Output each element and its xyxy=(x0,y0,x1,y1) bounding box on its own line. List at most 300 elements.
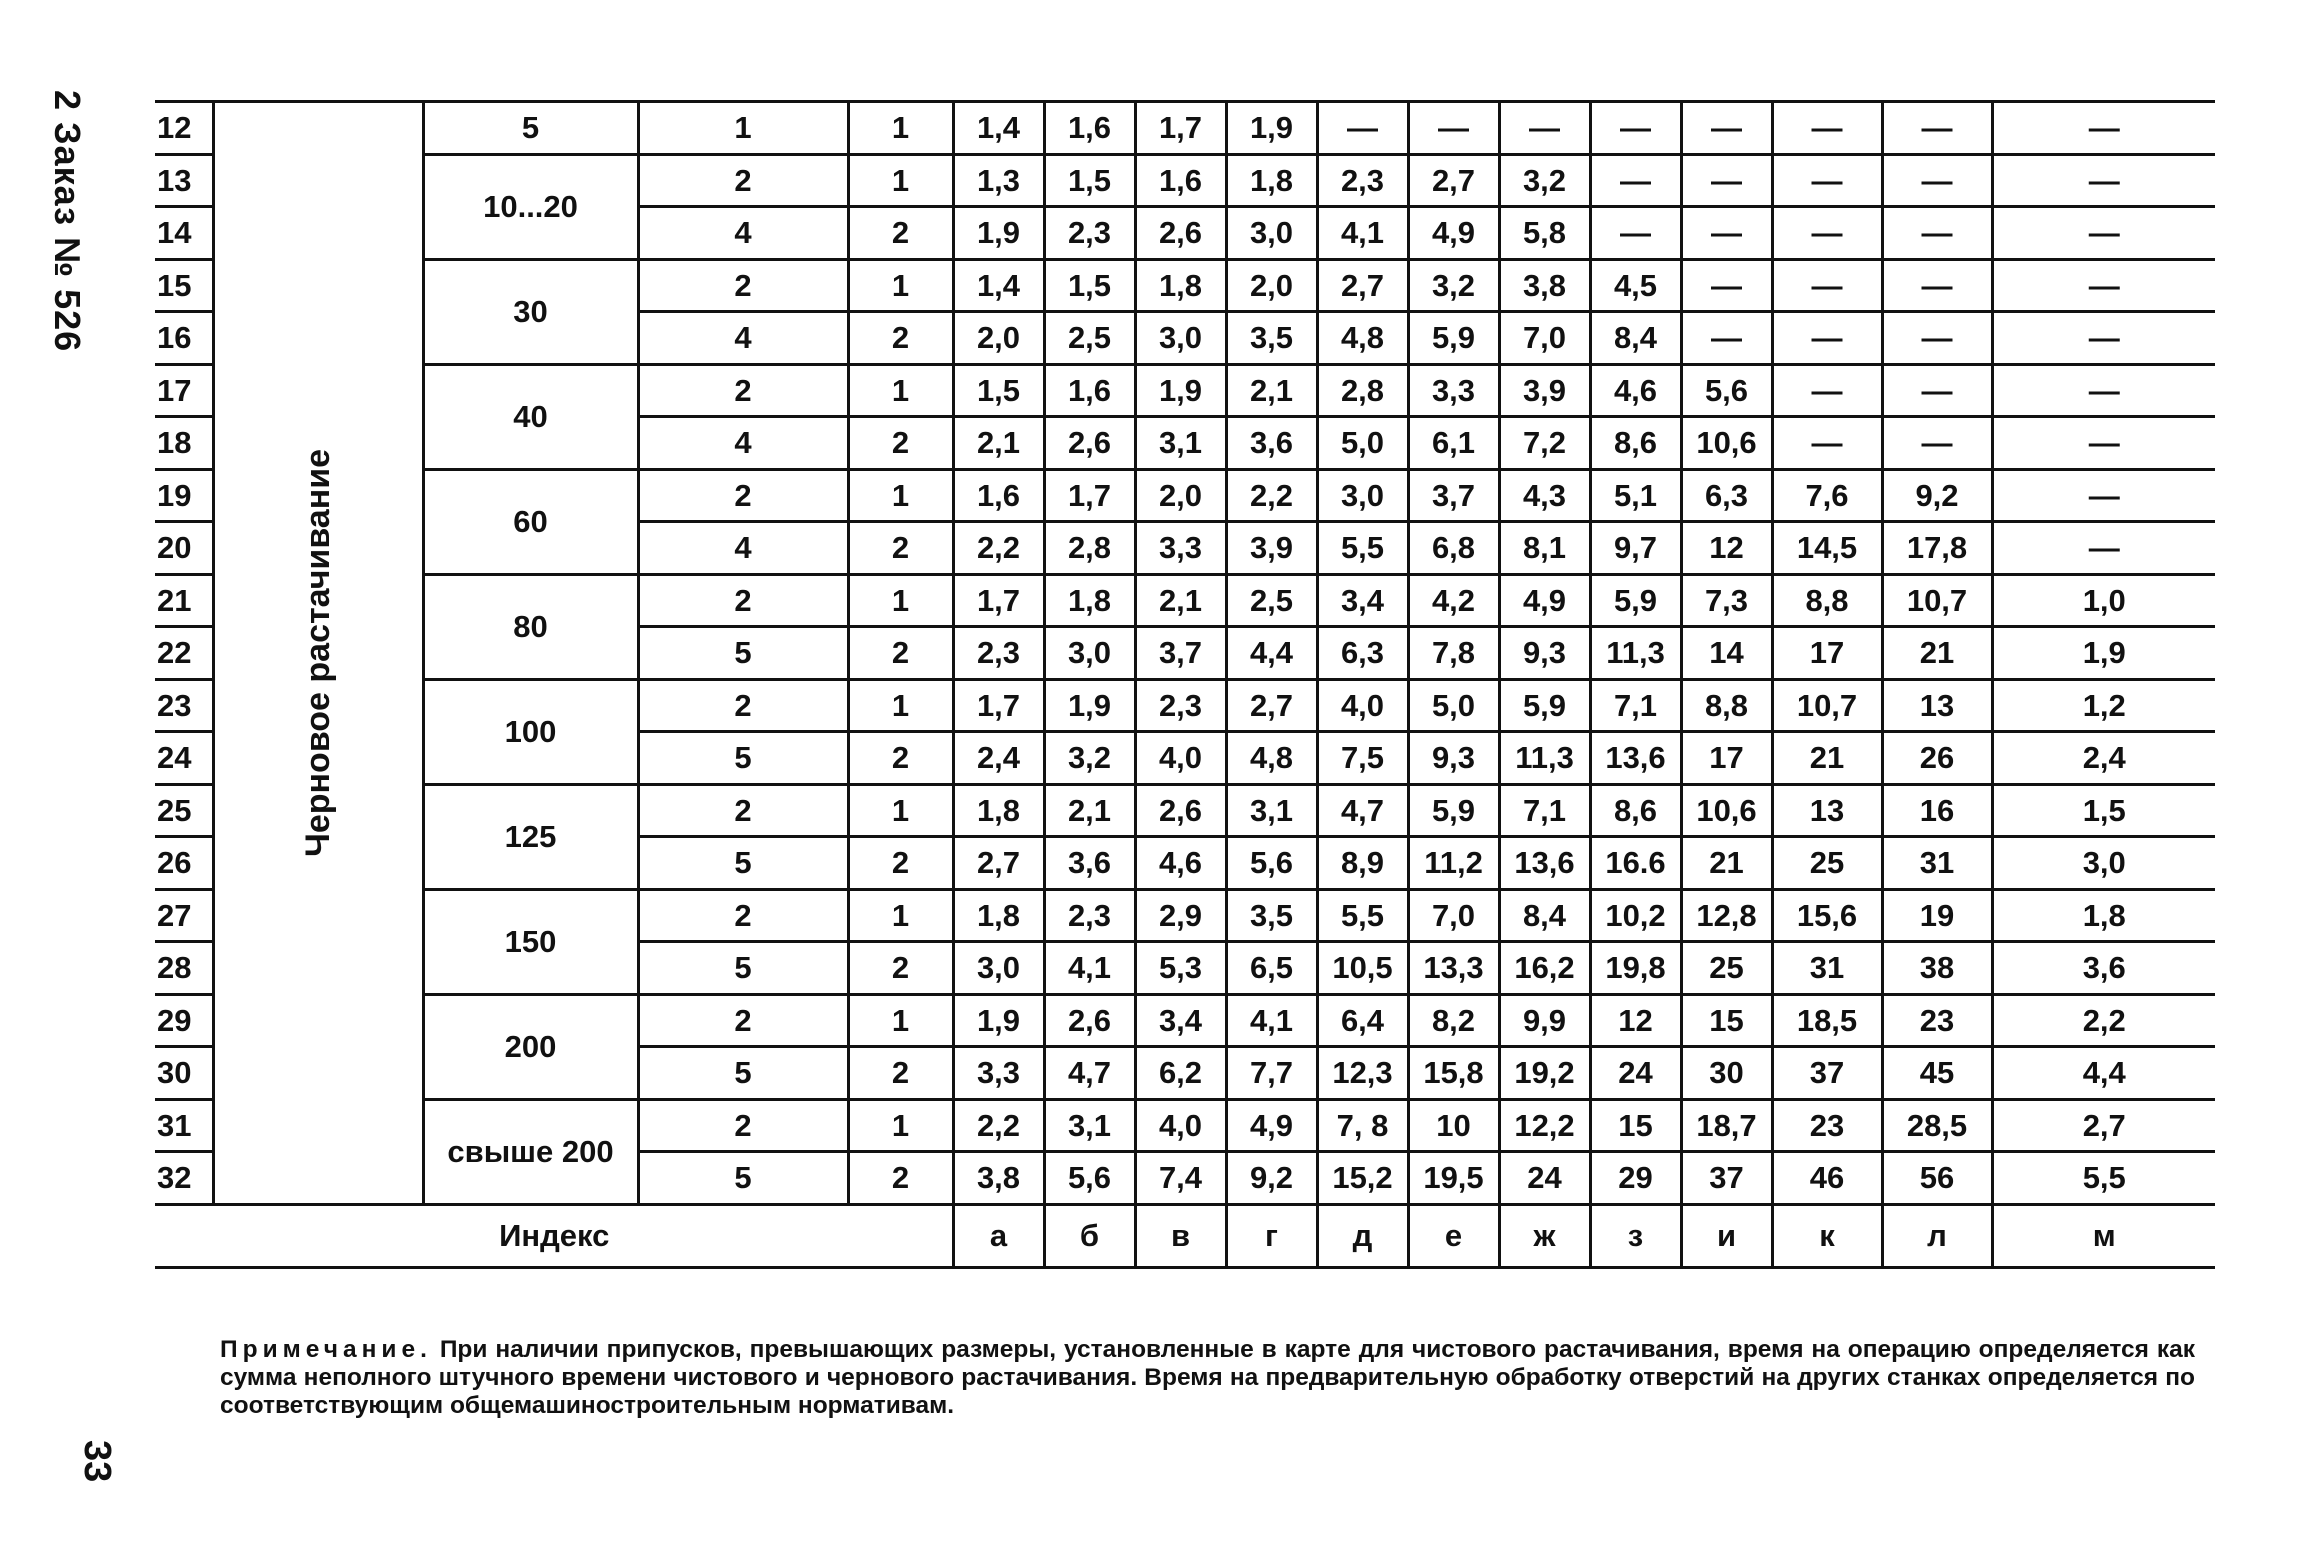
time-value-cell: 4,8 xyxy=(1317,312,1408,365)
time-value-cell: 25 xyxy=(1772,837,1882,890)
diameter-cell: 30 xyxy=(423,259,638,364)
row-number: 23 xyxy=(155,679,213,732)
time-value-cell: 2,4 xyxy=(1992,732,2215,785)
index-label: Индекс xyxy=(155,1204,953,1267)
param-cell: 5 xyxy=(638,1047,848,1100)
time-value-cell: 2,1 xyxy=(1044,784,1135,837)
time-value-cell: 2,4 xyxy=(953,732,1044,785)
time-value-cell: 21 xyxy=(1681,837,1772,890)
diameter-cell: 125 xyxy=(423,784,638,889)
time-value-cell: 2,0 xyxy=(1226,259,1317,312)
param-cell: 4 xyxy=(638,522,848,575)
param-cell: 2 xyxy=(848,417,953,470)
time-value-cell: 15 xyxy=(1681,994,1772,1047)
time-value-cell: 3,0 xyxy=(1226,207,1317,260)
time-value-cell: 3,1 xyxy=(1226,784,1317,837)
time-value-cell: 12,3 xyxy=(1317,1047,1408,1100)
param-cell: 4 xyxy=(638,312,848,365)
time-value-cell: 6,3 xyxy=(1681,469,1772,522)
time-value-cell: 3,2 xyxy=(1408,259,1499,312)
time-value-cell: 1,9 xyxy=(1226,102,1317,155)
param-cell: 5 xyxy=(638,732,848,785)
row-number: 16 xyxy=(155,312,213,365)
time-value-cell: — xyxy=(1408,102,1499,155)
time-value-cell: 1,8 xyxy=(1044,574,1135,627)
time-value-cell: 15,6 xyxy=(1772,889,1882,942)
time-value-cell: — xyxy=(1772,417,1882,470)
time-value-cell: 5,5 xyxy=(1317,889,1408,942)
time-value-cell: 2,3 xyxy=(1317,154,1408,207)
index-letter: и xyxy=(1681,1204,1772,1267)
param-cell: 1 xyxy=(638,102,848,155)
time-value-cell: 3,7 xyxy=(1135,627,1226,680)
row-number: 21 xyxy=(155,574,213,627)
index-letter: ж xyxy=(1499,1204,1590,1267)
time-value-cell: 1,4 xyxy=(953,259,1044,312)
table-row xyxy=(155,679,2215,732)
time-value-cell: — xyxy=(1882,312,1992,365)
row-number: 29 xyxy=(155,994,213,1047)
time-value-cell: 3,0 xyxy=(1992,837,2215,890)
param-cell: 5 xyxy=(638,627,848,680)
time-value-cell: 2,0 xyxy=(953,312,1044,365)
row-number: 32 xyxy=(155,1152,213,1205)
time-value-cell: 3,0 xyxy=(953,942,1044,995)
footnote xyxy=(220,1336,2195,1420)
time-value-cell: 9,9 xyxy=(1499,994,1590,1047)
time-value-cell: 4,6 xyxy=(1135,837,1226,890)
param-cell: 1 xyxy=(848,994,953,1047)
param-cell: 2 xyxy=(848,312,953,365)
time-value-cell: 1,8 xyxy=(1226,154,1317,207)
time-value-cell: — xyxy=(1882,364,1992,417)
footnote-label: Примечание. xyxy=(220,1336,432,1363)
time-value-cell: 37 xyxy=(1772,1047,1882,1100)
time-value-cell: 2,1 xyxy=(953,417,1044,470)
time-value-cell: 5,6 xyxy=(1681,364,1772,417)
time-value-cell: 1,0 xyxy=(1992,574,2215,627)
time-value-cell: 6,5 xyxy=(1226,942,1317,995)
time-value-cell: 1,5 xyxy=(1044,259,1135,312)
diameter-cell: свыше 200 xyxy=(423,1099,638,1204)
row-number: 13 xyxy=(155,154,213,207)
diameter-cell: 10...20 xyxy=(423,154,638,259)
time-value-cell: 25 xyxy=(1681,942,1772,995)
time-value-cell: 9,2 xyxy=(1882,469,1992,522)
time-value-cell: — xyxy=(1992,364,2215,417)
time-value-cell: 19,5 xyxy=(1408,1152,1499,1205)
time-value-cell: 15,2 xyxy=(1317,1152,1408,1205)
time-value-cell: 5,3 xyxy=(1135,942,1226,995)
time-value-cell: 1,6 xyxy=(1044,364,1135,417)
table-row xyxy=(155,102,2215,155)
param-cell: 2 xyxy=(848,1047,953,1100)
time-value-cell: 5,1 xyxy=(1590,469,1681,522)
index-letter: в xyxy=(1135,1204,1226,1267)
param-cell: 2 xyxy=(638,364,848,417)
row-number: 27 xyxy=(155,889,213,942)
param-cell: 2 xyxy=(848,207,953,260)
diameter-cell: 100 xyxy=(423,679,638,784)
time-value-cell: 8,6 xyxy=(1590,417,1681,470)
param-cell: 1 xyxy=(848,784,953,837)
time-value-cell: — xyxy=(1992,417,2215,470)
time-value-cell: 10 xyxy=(1408,1099,1499,1152)
time-value-cell: 15,8 xyxy=(1408,1047,1499,1100)
time-value-cell: 5,0 xyxy=(1317,417,1408,470)
time-value-cell: 5,9 xyxy=(1590,574,1681,627)
time-value-cell: 14,5 xyxy=(1772,522,1882,575)
time-value-cell: 4,0 xyxy=(1135,732,1226,785)
index-letter: м xyxy=(1992,1204,2215,1267)
time-value-cell: 3,3 xyxy=(1135,522,1226,575)
time-value-cell: 29 xyxy=(1590,1152,1681,1205)
time-value-cell: 1,8 xyxy=(953,784,1044,837)
row-number: 15 xyxy=(155,259,213,312)
param-cell: 1 xyxy=(848,364,953,417)
time-value-cell: 13 xyxy=(1772,784,1882,837)
time-value-cell: 3,8 xyxy=(1499,259,1590,312)
time-value-cell: 4,3 xyxy=(1499,469,1590,522)
time-value-cell: 23 xyxy=(1882,994,1992,1047)
operation-label: Черновое растачивание xyxy=(299,448,337,857)
time-value-cell: 4,5 xyxy=(1590,259,1681,312)
param-cell: 1 xyxy=(848,102,953,155)
row-number: 18 xyxy=(155,417,213,470)
time-value-cell: 3,4 xyxy=(1317,574,1408,627)
time-value-cell: 3,3 xyxy=(953,1047,1044,1100)
time-value-cell: 2,0 xyxy=(1135,469,1226,522)
time-value-cell: 2,6 xyxy=(1044,994,1135,1047)
time-value-cell: 5,5 xyxy=(1317,522,1408,575)
row-number: 20 xyxy=(155,522,213,575)
time-value-cell: — xyxy=(1590,154,1681,207)
time-value-cell: 3,6 xyxy=(1992,942,2215,995)
time-value-cell: 38 xyxy=(1882,942,1992,995)
time-value-cell: — xyxy=(1882,259,1992,312)
time-value-cell: 1,7 xyxy=(1044,469,1135,522)
time-value-cell: 11,3 xyxy=(1590,627,1681,680)
page-number-margin xyxy=(70,1440,130,1520)
param-cell: 1 xyxy=(848,889,953,942)
time-value-cell: 9,7 xyxy=(1590,522,1681,575)
time-value-cell: 8,4 xyxy=(1590,312,1681,365)
time-value-cell: 2,2 xyxy=(953,1099,1044,1152)
time-value-cell: 9,3 xyxy=(1408,732,1499,785)
norm-table-body xyxy=(155,102,2215,1268)
time-value-cell: — xyxy=(1772,259,1882,312)
time-value-cell: 18,7 xyxy=(1681,1099,1772,1152)
index-letter: а xyxy=(953,1204,1044,1267)
time-value-cell: — xyxy=(1681,259,1772,312)
table-row xyxy=(155,574,2215,627)
param-cell: 1 xyxy=(848,259,953,312)
param-cell: 2 xyxy=(848,627,953,680)
index-row xyxy=(155,1204,2215,1267)
time-value-cell: 3,0 xyxy=(1044,627,1135,680)
time-value-cell: 10,2 xyxy=(1590,889,1681,942)
param-cell: 1 xyxy=(848,574,953,627)
time-value-cell: 1,9 xyxy=(1044,679,1135,732)
index-letter: г xyxy=(1226,1204,1317,1267)
param-cell: 1 xyxy=(848,469,953,522)
time-value-cell: 7,7 xyxy=(1226,1047,1317,1100)
time-value-cell: 3,5 xyxy=(1226,312,1317,365)
time-value-cell: 8,2 xyxy=(1408,994,1499,1047)
time-value-cell: 2,1 xyxy=(1135,574,1226,627)
time-value-cell: 3,4 xyxy=(1135,994,1226,1047)
time-value-cell: — xyxy=(1992,154,2215,207)
time-value-cell: 4,6 xyxy=(1590,364,1681,417)
time-value-cell: 2,3 xyxy=(1135,679,1226,732)
row-number: 22 xyxy=(155,627,213,680)
time-value-cell: 3,9 xyxy=(1499,364,1590,417)
time-value-cell: — xyxy=(1681,102,1772,155)
index-letter: д xyxy=(1317,1204,1408,1267)
time-value-cell: 2,6 xyxy=(1135,784,1226,837)
time-value-cell: 17 xyxy=(1772,627,1882,680)
time-value-cell: 2,2 xyxy=(953,522,1044,575)
time-value-cell: — xyxy=(1992,312,2215,365)
time-value-cell: 10,6 xyxy=(1681,417,1772,470)
table-row xyxy=(155,1099,2215,1152)
time-value-cell: 3,8 xyxy=(953,1152,1044,1205)
time-value-cell: — xyxy=(1681,154,1772,207)
time-value-cell: — xyxy=(1317,102,1408,155)
table-row xyxy=(155,784,2215,837)
time-value-cell: 4,2 xyxy=(1408,574,1499,627)
time-value-cell: 17 xyxy=(1681,732,1772,785)
time-value-cell: 2,7 xyxy=(1408,154,1499,207)
time-value-cell: 2,6 xyxy=(1135,207,1226,260)
index-letter: з xyxy=(1590,1204,1681,1267)
param-cell: 2 xyxy=(848,837,953,890)
param-cell: 5 xyxy=(638,942,848,995)
param-cell: 5 xyxy=(638,1152,848,1205)
time-value-cell: 5,5 xyxy=(1992,1152,2215,1205)
time-value-cell: 3,1 xyxy=(1135,417,1226,470)
time-value-cell: 1,8 xyxy=(1992,889,2215,942)
time-value-cell: — xyxy=(1882,207,1992,260)
time-value-cell: 5,9 xyxy=(1499,679,1590,732)
time-value-cell: — xyxy=(1992,469,2215,522)
time-value-cell: 4,4 xyxy=(1992,1047,2215,1100)
time-value-cell: 26 xyxy=(1882,732,1992,785)
time-value-cell: 14 xyxy=(1681,627,1772,680)
time-value-cell: 3,5 xyxy=(1226,889,1317,942)
time-value-cell: 10,7 xyxy=(1882,574,1992,627)
time-value-cell: 11,3 xyxy=(1499,732,1590,785)
time-value-cell: 10,5 xyxy=(1317,942,1408,995)
time-value-cell: 1,6 xyxy=(1135,154,1226,207)
time-value-cell: 18,5 xyxy=(1772,994,1882,1047)
time-value-cell: — xyxy=(1992,259,2215,312)
time-value-cell: 8,8 xyxy=(1772,574,1882,627)
row-number: 17 xyxy=(155,364,213,417)
time-value-cell: — xyxy=(1882,417,1992,470)
time-value-cell: 2,7 xyxy=(1226,679,1317,732)
time-value-cell: 1,8 xyxy=(953,889,1044,942)
param-cell: 2 xyxy=(638,889,848,942)
time-value-cell: — xyxy=(1590,102,1681,155)
time-value-cell: 4,0 xyxy=(1135,1099,1226,1152)
time-value-cell: 31 xyxy=(1772,942,1882,995)
time-value-cell: — xyxy=(1681,312,1772,365)
time-value-cell: 1,8 xyxy=(1135,259,1226,312)
table-row xyxy=(155,994,2215,1047)
param-cell: 1 xyxy=(848,679,953,732)
time-value-cell: 6,1 xyxy=(1408,417,1499,470)
time-value-cell: 4,9 xyxy=(1408,207,1499,260)
time-value-cell: 2,7 xyxy=(953,837,1044,890)
time-value-cell: 24 xyxy=(1590,1047,1681,1100)
time-value-cell: 1,7 xyxy=(953,679,1044,732)
table-row xyxy=(155,364,2215,417)
time-value-cell: 11,2 xyxy=(1408,837,1499,890)
time-value-cell: 7,0 xyxy=(1408,889,1499,942)
time-value-cell: — xyxy=(1992,102,2215,155)
time-value-cell: 4,7 xyxy=(1317,784,1408,837)
time-value-cell: 10,6 xyxy=(1681,784,1772,837)
footnote-text: При наличии припусков, превышающих размеры, установленные в карте для чистового растачивания, время на операцию определяется как сумма неполного штучного времени чистового и чернового растачивания. Время на предварительную обработку отверстий на других станках определяется по соответствующим общемашиностроительным нормативам. xyxy=(220,1336,2195,1419)
time-value-cell: 2,8 xyxy=(1044,522,1135,575)
row-number: 14 xyxy=(155,207,213,260)
time-value-cell: — xyxy=(1772,102,1882,155)
time-value-cell: 4,0 xyxy=(1317,679,1408,732)
time-value-cell: 5,6 xyxy=(1226,837,1317,890)
time-value-cell: 3,3 xyxy=(1408,364,1499,417)
table-row xyxy=(155,259,2215,312)
time-value-cell: — xyxy=(1882,102,1992,155)
time-value-cell: 46 xyxy=(1772,1152,1882,1205)
time-value-cell: 19 xyxy=(1882,889,1992,942)
time-value-cell: — xyxy=(1772,154,1882,207)
time-value-cell: 9,2 xyxy=(1226,1152,1317,1205)
time-value-cell: 12,8 xyxy=(1681,889,1772,942)
diameter-cell: 60 xyxy=(423,469,638,574)
time-value-cell: 1,9 xyxy=(1992,627,2215,680)
time-value-cell: 4,1 xyxy=(1226,994,1317,1047)
time-value-cell: 1,6 xyxy=(1044,102,1135,155)
table-row xyxy=(155,154,2215,207)
time-value-cell: 1,3 xyxy=(953,154,1044,207)
time-value-cell: 2,8 xyxy=(1317,364,1408,417)
time-value-cell: 2,5 xyxy=(1226,574,1317,627)
time-value-cell: 13,6 xyxy=(1590,732,1681,785)
time-value-cell: 16.6 xyxy=(1590,837,1681,890)
time-value-cell: 3,0 xyxy=(1317,469,1408,522)
time-value-cell: 7,1 xyxy=(1590,679,1681,732)
time-value-cell: 2,5 xyxy=(1044,312,1135,365)
time-value-cell: 2,3 xyxy=(1044,889,1135,942)
time-value-cell: 13 xyxy=(1882,679,1992,732)
time-value-cell: 6,8 xyxy=(1408,522,1499,575)
time-value-cell: 12,2 xyxy=(1499,1099,1590,1152)
time-value-cell: 4,7 xyxy=(1044,1047,1135,1100)
time-value-cell: 5,8 xyxy=(1499,207,1590,260)
time-value-cell: 1,4 xyxy=(953,102,1044,155)
param-cell: 2 xyxy=(638,679,848,732)
row-number: 19 xyxy=(155,469,213,522)
time-value-cell: 19,8 xyxy=(1590,942,1681,995)
time-value-cell: 6,3 xyxy=(1317,627,1408,680)
time-value-cell: 13,3 xyxy=(1408,942,1499,995)
time-value-cell: 1,9 xyxy=(1135,364,1226,417)
time-value-cell: 2,3 xyxy=(953,627,1044,680)
time-value-cell: 7,3 xyxy=(1681,574,1772,627)
time-value-cell: 6,2 xyxy=(1135,1047,1226,1100)
param-cell: 2 xyxy=(638,469,848,522)
time-value-cell: 31 xyxy=(1882,837,1992,890)
time-value-cell: 7,1 xyxy=(1499,784,1590,837)
time-value-cell: 5,9 xyxy=(1408,312,1499,365)
time-value-cell: 12 xyxy=(1590,994,1681,1047)
diameter-cell: 200 xyxy=(423,994,638,1099)
time-value-cell: 1,7 xyxy=(953,574,1044,627)
operation-label-cell xyxy=(213,102,423,1205)
index-letter: л xyxy=(1882,1204,1992,1267)
param-cell: 4 xyxy=(638,417,848,470)
param-cell: 1 xyxy=(848,1099,953,1152)
norm-table xyxy=(155,100,2215,1269)
time-value-cell: 2,2 xyxy=(1226,469,1317,522)
diameter-cell: 5 xyxy=(423,102,638,155)
time-value-cell: 1,9 xyxy=(953,994,1044,1047)
time-value-cell: 2,7 xyxy=(1992,1099,2215,1152)
time-value-cell: 28,5 xyxy=(1882,1099,1992,1152)
time-value-cell: 30 xyxy=(1681,1047,1772,1100)
page-number: 33 xyxy=(76,1440,118,1483)
time-value-cell: 16 xyxy=(1882,784,1992,837)
time-value-cell: 2,2 xyxy=(1992,994,2215,1047)
time-value-cell: 24 xyxy=(1499,1152,1590,1205)
time-value-cell: — xyxy=(1681,207,1772,260)
time-value-cell: 7,0 xyxy=(1499,312,1590,365)
time-value-cell: 7, 8 xyxy=(1317,1099,1408,1152)
time-value-cell: 1,6 xyxy=(953,469,1044,522)
time-value-cell: 4,1 xyxy=(1317,207,1408,260)
time-value-cell: 2,9 xyxy=(1135,889,1226,942)
time-value-cell: 7,5 xyxy=(1317,732,1408,785)
time-value-cell: 7,4 xyxy=(1135,1152,1226,1205)
time-value-cell: 3,1 xyxy=(1044,1099,1135,1152)
time-value-cell: 16,2 xyxy=(1499,942,1590,995)
param-cell: 2 xyxy=(638,259,848,312)
time-value-cell: 1,5 xyxy=(953,364,1044,417)
time-value-cell: 37 xyxy=(1681,1152,1772,1205)
param-cell: 2 xyxy=(638,574,848,627)
time-value-cell: 8,6 xyxy=(1590,784,1681,837)
time-value-cell: 4,9 xyxy=(1226,1099,1317,1152)
time-value-cell: 4,1 xyxy=(1044,942,1135,995)
time-value-cell: 13,6 xyxy=(1499,837,1590,890)
param-cell: 2 xyxy=(638,784,848,837)
time-value-cell: 3,6 xyxy=(1226,417,1317,470)
time-value-cell: — xyxy=(1590,207,1681,260)
time-value-cell: 23 xyxy=(1772,1099,1882,1152)
time-value-cell: 7,8 xyxy=(1408,627,1499,680)
row-number: 12 xyxy=(155,102,213,155)
time-value-cell: 3,0 xyxy=(1135,312,1226,365)
row-number: 28 xyxy=(155,942,213,995)
time-value-cell: 21 xyxy=(1772,732,1882,785)
time-value-cell: 9,3 xyxy=(1499,627,1590,680)
time-value-cell: 12 xyxy=(1681,522,1772,575)
time-value-cell: 3,6 xyxy=(1044,837,1135,890)
time-value-cell: 8,8 xyxy=(1681,679,1772,732)
time-value-cell: 45 xyxy=(1882,1047,1992,1100)
time-value-cell: 10,7 xyxy=(1772,679,1882,732)
